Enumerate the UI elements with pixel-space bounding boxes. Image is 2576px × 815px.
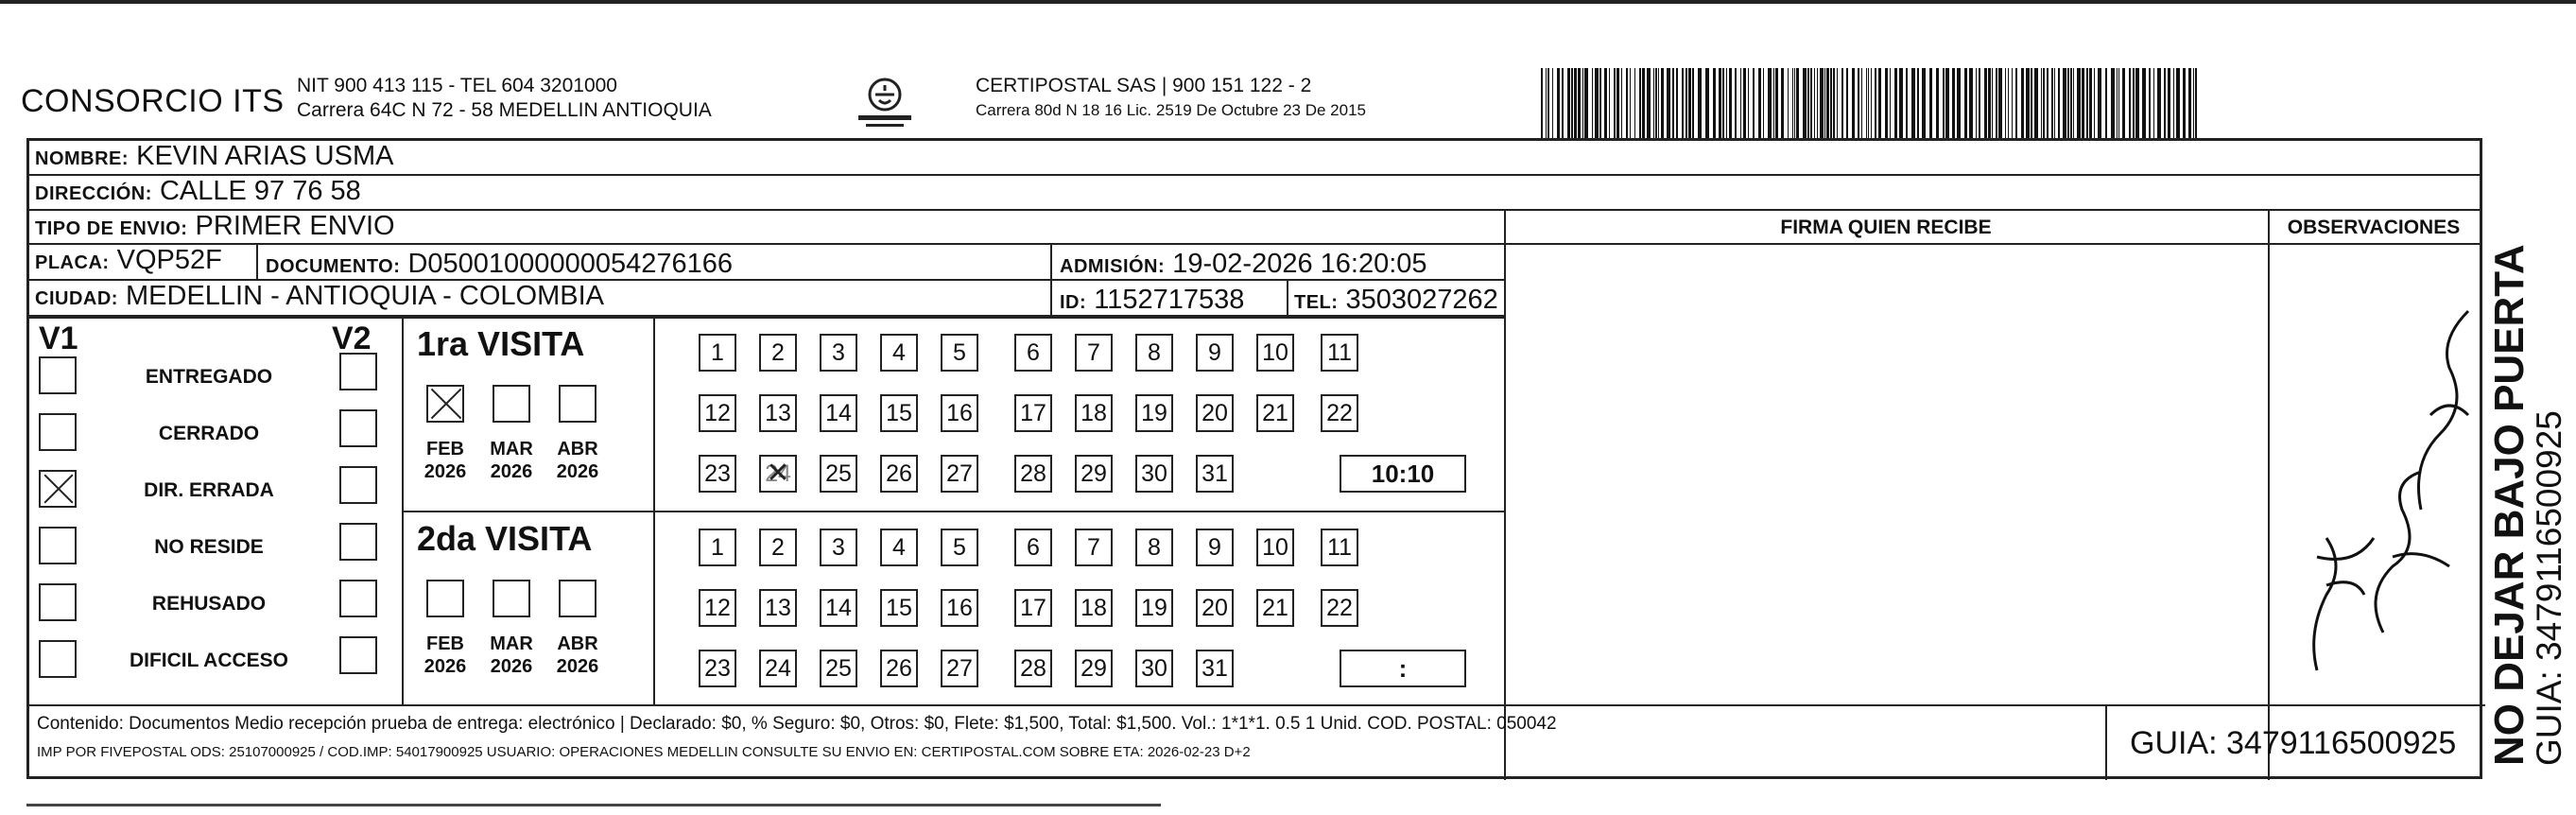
day-box[interactable]: 4 [880, 529, 918, 566]
documento-value: D05001000000054276166 [407, 249, 733, 279]
status-label: CERRADO [158, 423, 260, 444]
visit-title: 2da VISITA [417, 519, 593, 558]
day-box[interactable]: 30 [1135, 650, 1173, 687]
barcode [1541, 68, 2203, 138]
day-box[interactable]: 30 [1135, 455, 1173, 493]
footer-line [29, 704, 2485, 706]
day-box[interactable]: 19 [1135, 589, 1173, 627]
section-line [29, 317, 1504, 319]
month-year: 2026 [556, 656, 599, 677]
documento-label: DOCUMENTO: [266, 256, 401, 277]
day-box[interactable]: 29 [1075, 455, 1113, 493]
day-box[interactable]: 26 [880, 455, 918, 493]
day-box[interactable]: 29 [1075, 650, 1113, 687]
day-box[interactable]: 22 [1321, 394, 1358, 432]
v1-header: V1 [39, 321, 78, 356]
address-line: Carrera 64C N 72 - 58 MEDELLIN ANTIOQUIA [297, 99, 712, 121]
status-label: ENTREGADO [145, 366, 273, 388]
tel-label: TEL: [1294, 292, 1339, 313]
side-guia: GUIA: 3479116500925 [2530, 410, 2568, 766]
month-year: 2026 [424, 656, 467, 677]
ciudad-label: CIUDAD: [35, 288, 118, 309]
day-box[interactable]: 28 [1014, 650, 1052, 687]
day-box[interactable]: 21 [1256, 394, 1294, 432]
day-box[interactable]: 23 [699, 455, 736, 493]
row-ciudad [29, 281, 1504, 317]
day-box[interactable]: 7 [1075, 529, 1113, 566]
v2-header: V2 [332, 321, 372, 356]
day-box[interactable]: 1 [699, 334, 736, 372]
id-label: ID: [1060, 292, 1087, 313]
documento-cell [266, 249, 733, 282]
nombre-label: NOMBRE: [35, 148, 130, 169]
v2-checkbox[interactable] [339, 466, 377, 504]
month-name: FEB [426, 633, 464, 654]
tipo-value: PRIMER ENVIO [195, 211, 395, 241]
day-box[interactable]: 16 [941, 394, 978, 432]
month-name: MAR [490, 633, 533, 654]
month-name: ABR [557, 439, 598, 460]
v1-checkbox[interactable] [39, 640, 77, 678]
month-year: 2026 [490, 656, 533, 677]
v2-checkbox[interactable] [339, 580, 377, 617]
bottom-edge [26, 804, 1161, 806]
day-box[interactable]: 5 [941, 334, 978, 372]
month-name: ABR [557, 633, 598, 654]
visit-title: 1ra VISITA [417, 324, 585, 363]
placa-value: VQP52F [116, 245, 222, 275]
day-box[interactable]: 13 [759, 589, 797, 627]
tel-value: 3503027262 [1345, 285, 1498, 315]
table-right-border [2480, 141, 2481, 704]
day-box[interactable]: 27 [941, 650, 978, 687]
day-box[interactable]: 13 [759, 394, 797, 432]
day-box[interactable]: 4 [880, 334, 918, 372]
day-box[interactable]: 3 [820, 334, 857, 372]
day-box[interactable]: 11 [1321, 529, 1358, 566]
day-box[interactable]: 28 [1014, 455, 1052, 493]
month-label [549, 633, 606, 678]
month-checkbox[interactable] [559, 580, 596, 617]
footer-divider [2105, 704, 2107, 780]
v1-checkbox[interactable] [39, 527, 77, 564]
day-box[interactable]: 26 [880, 650, 918, 687]
direccion-value: CALLE 97 76 58 [159, 176, 361, 206]
nit-line: NIT 900 413 115 - TEL 604 3201000 [297, 75, 617, 96]
v2-checkbox[interactable] [339, 353, 377, 390]
day-box[interactable]: 19 [1135, 394, 1173, 432]
side-warning: NO DEJAR BAJO PUERTA [2486, 244, 2533, 766]
day-box[interactable]: 22 [1321, 589, 1358, 627]
tipo-label: TIPO DE ENVIO: [35, 218, 188, 239]
day-box[interactable]: 27 [941, 455, 978, 493]
status-label: DIR. ERRADA [144, 479, 274, 501]
day-box[interactable]: 12 [699, 394, 736, 432]
v1-checkbox[interactable] [39, 356, 77, 394]
month-checkbox[interactable] [426, 580, 464, 617]
day-box[interactable]: 10 [1256, 529, 1294, 566]
day-box[interactable]: 2 [759, 529, 797, 566]
month-checkbox[interactable] [426, 385, 464, 423]
top-border [0, 0, 2576, 4]
month-checkbox[interactable] [493, 385, 530, 423]
day-box[interactable]: 12 [699, 589, 736, 627]
day-box[interactable]: 23 [699, 650, 736, 687]
company-info [297, 74, 712, 123]
v2-checkbox[interactable] [339, 523, 377, 561]
footer-guia: GUIA: 3479116500925 [2130, 725, 2457, 761]
placa-label: PLACA: [35, 252, 110, 273]
day-box[interactable]: 24 ✕ [759, 455, 797, 493]
divider [256, 245, 258, 281]
firma-column-left-border [1504, 211, 1506, 780]
month-label [483, 633, 540, 678]
month-year: 2026 [424, 461, 467, 482]
day-box[interactable]: 20 [1196, 394, 1234, 432]
admision-label: ADMISIÓN: [1060, 256, 1166, 277]
footer-content: Contenido: Documentos Medio recepción prueba de entrega: electrónico | Declarado: $0, % Seguro: $0, Otros: $0, Flete: $1,500, Total: $1,500. Vol.: 1*1*1. 0.5 1 Unid. COD. POSTAL: 050042 [37, 714, 1557, 734]
month-label [417, 438, 474, 483]
day-box[interactable]: 25 [820, 455, 857, 493]
day-box[interactable]: 25 [820, 650, 857, 687]
v1-checkbox[interactable] [39, 583, 77, 621]
firma-header: FIRMA QUIEN RECIBE [1780, 217, 1992, 238]
status-label: NO RESIDE [154, 536, 264, 558]
day-box[interactable]: 20 [1196, 589, 1234, 627]
carrier-address: Carrera 80d N 18 16 Lic. 2519 De Octubre 23 De 2015 [976, 101, 1366, 119]
day-box[interactable]: 8 [1135, 529, 1173, 566]
carrier-line: CERTIPOSTAL SAS | 900 151 122 - 2 [976, 75, 1312, 96]
month-label [417, 633, 474, 678]
month-name: FEB [426, 439, 464, 460]
day-box[interactable]: 21 [1256, 589, 1294, 627]
visit-separator [402, 511, 1504, 512]
v2-checkbox[interactable] [339, 636, 377, 674]
day-box[interactable]: 31 [1196, 455, 1234, 493]
day-box[interactable]: 6 [1014, 334, 1052, 372]
visit-time[interactable]: : [1340, 650, 1466, 687]
day-box[interactable]: 9 [1196, 529, 1234, 566]
status-label: DIFICIL ACCESO [129, 650, 288, 671]
month-checkbox[interactable] [493, 580, 530, 617]
month-year: 2026 [490, 461, 533, 482]
day-box[interactable]: 10 [1256, 334, 1294, 372]
row-nombre [29, 141, 2480, 176]
shipping-form [26, 138, 2482, 779]
day-box[interactable]: 18 [1075, 394, 1113, 432]
admision-value: 19-02-2026 16:20:05 [1172, 249, 1427, 279]
day-box[interactable]: 15 [880, 589, 918, 627]
v1-checkbox[interactable] [39, 413, 77, 451]
day-box[interactable]: 5 [941, 529, 978, 566]
nombre-value: KEVIN ARIAS USMA [136, 141, 394, 171]
day-box[interactable]: 7 [1075, 334, 1113, 372]
column-header-line [1504, 243, 2480, 245]
divider [1287, 281, 1288, 317]
carrier-info [976, 74, 1366, 123]
day-box[interactable]: 8 [1135, 334, 1173, 372]
tel-cell [1294, 285, 1498, 318]
observaciones-column-left-border [2268, 211, 2270, 780]
ciudad-value: MEDELLIN - ANTIOQUIA - COLOMBIA [126, 281, 604, 311]
day-box[interactable]: 3 [820, 529, 857, 566]
id-cell [1060, 285, 1244, 318]
day-box[interactable]: 2 [759, 334, 797, 372]
observaciones-header: OBSERVACIONES [2287, 217, 2461, 238]
month-checkbox[interactable] [559, 385, 596, 423]
visit-time[interactable]: 10:10 [1340, 455, 1466, 493]
day-box[interactable]: 17 [1014, 394, 1052, 432]
day-box[interactable]: 6 [1014, 529, 1052, 566]
certipostal-logo-icon [856, 72, 913, 130]
month-label [549, 438, 606, 483]
row-direccion [29, 176, 2480, 211]
day-box[interactable]: 24 [759, 650, 797, 687]
day-box[interactable]: 16 [941, 589, 978, 627]
day-box[interactable]: 15 [880, 394, 918, 432]
day-box[interactable]: 1 [699, 529, 736, 566]
row-tipo [29, 211, 1504, 245]
day-box[interactable]: 14 [820, 589, 857, 627]
status-label: REHUSADO [151, 593, 267, 615]
direccion-label: DIRECCIÓN: [35, 183, 152, 204]
day-box[interactable]: 14 [820, 394, 857, 432]
day-box[interactable]: 11 [1321, 334, 1358, 372]
day-box[interactable]: 9 [1196, 334, 1234, 372]
day-box[interactable]: 31 [1196, 650, 1234, 687]
admision-cell [1060, 249, 1427, 282]
month-name: MAR [490, 439, 533, 460]
v1-checkbox[interactable] [39, 470, 77, 508]
day-box[interactable]: 18 [1075, 589, 1113, 627]
company-name: CONSORCIO ITS [21, 83, 285, 119]
month-year: 2026 [556, 461, 599, 482]
v2-checkbox[interactable] [339, 409, 377, 447]
id-value: 1152717538 [1094, 285, 1245, 315]
month-label [483, 438, 540, 483]
day-box[interactable]: 17 [1014, 589, 1052, 627]
footer-print-info: IMP POR FIVEPOSTAL ODS: 25107000925 / COD.IMP: 54017900925 USUARIO: OPERACIONES MEDELLIN CONSULTE SU ENVIO EN: CERTIPOSTAL.COM SOBRE ETA: 2026-02-23 D+2 [37, 744, 1251, 760]
handwritten-signature [2279, 273, 2478, 689]
